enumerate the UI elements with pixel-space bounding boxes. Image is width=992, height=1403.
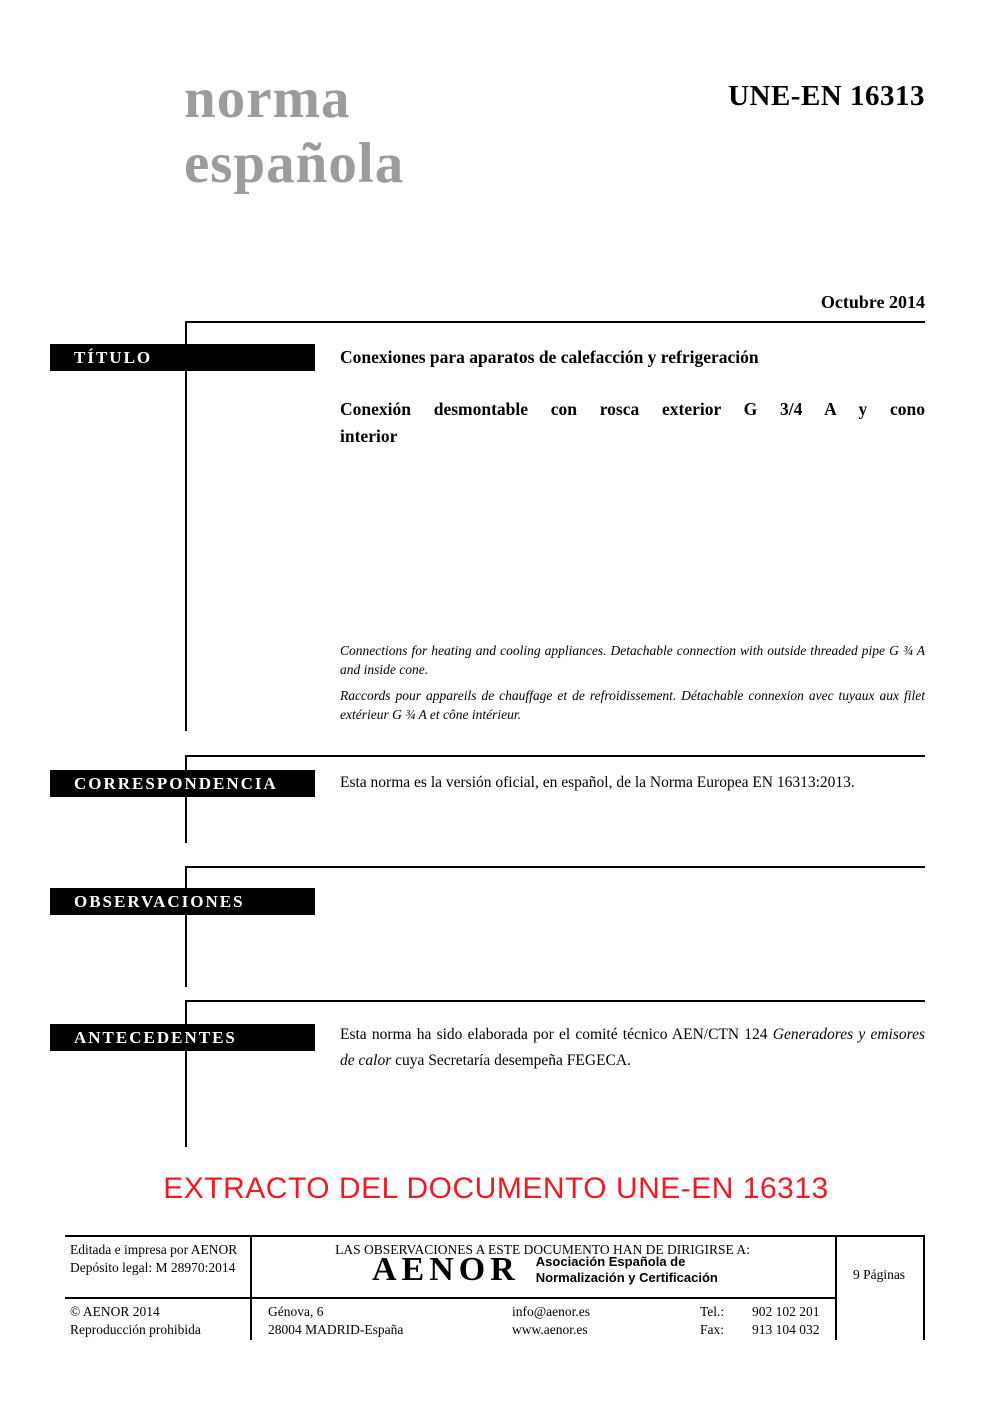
footer-copyright [70, 1303, 201, 1338]
footer-web-contact [512, 1303, 590, 1338]
footer-address-line-2: 28004 MADRID-España [268, 1321, 404, 1337]
footer-page-count: 9 Páginas [852, 1267, 906, 1282]
aenor-logo: AENOR [372, 1251, 520, 1288]
rule-titulo-top [185, 321, 925, 323]
rule-correspondencia-left [185, 755, 187, 843]
section-label-antecedentes [50, 1024, 315, 1051]
footer-tel-label: Tel.: [700, 1304, 725, 1319]
antecedentes-text [340, 1022, 925, 1074]
footer-publisher [70, 1241, 237, 1276]
document-date: Octubre 2014 [820, 292, 925, 312]
aenor-description-line-2: Normalización y Certificación [535, 1270, 718, 1285]
footer-address [268, 1303, 403, 1338]
footer-fax-number: 913 104 032 [752, 1321, 820, 1337]
logo-line-1: norma [184, 67, 351, 130]
rule-titulo-left [185, 321, 187, 731]
logo-line-2: española [184, 132, 405, 195]
footer-copyright-line-2: Reproducción prohibida [70, 1321, 201, 1337]
title-french-translation: Raccords pour appareils de chauffage et de refroidissement. Détachable connexion avec tuyaux aux filet extérieur G ¾ A et cône intérieur. [340, 688, 925, 722]
footer-phone-contact [700, 1303, 820, 1338]
footer-publisher-line-2: Depósito legal: M 28970:2014 [70, 1259, 236, 1275]
section-label-antecedentes-text: ANTECEDENTES [74, 1027, 237, 1047]
section-label-observaciones [50, 888, 315, 915]
footer-fax-label: Fax: [700, 1321, 725, 1337]
title-english-translation: Connections for heating and cooling appliances. Detachable connection with outside threaded pipe G ¾ A and inside cone. [340, 643, 925, 677]
aenor-logo-block [372, 1251, 718, 1289]
norma-espanola-logo [184, 66, 404, 196]
rule-antecedentes-left [185, 1000, 187, 1147]
extract-notice: EXTRACTO DEL DOCUMENTO UNE-EN 16313 [163, 1172, 829, 1205]
footer-publisher-line-1: Editada e impresa por AENOR [70, 1242, 238, 1257]
section-label-titulo-text: TÍTULO [74, 347, 153, 367]
section-label-correspondencia [50, 770, 315, 797]
footer-rule-vertical-pages-right [923, 1235, 925, 1340]
rule-correspondencia-top [185, 755, 925, 757]
antecedentes-part-3: cuya Secretaría desempeña FEGECA. [391, 1052, 631, 1069]
footer-rule-middle [65, 1297, 835, 1299]
footer-address-line-1: Génova, 6 [268, 1304, 324, 1319]
footer-website: www.aenor.es [512, 1321, 588, 1337]
antecedentes-part-1: Esta norma ha sido elaborada por el comité técnico AEN/CTN 124 [340, 1026, 773, 1043]
document-title: Conexiones para aparatos de calefacción y refrigeración [340, 347, 759, 367]
document-subtitle [340, 396, 925, 450]
footer-observations-notice: LAS OBSERVACIONES A ESTE DOCUMENTO HAN DE DIRIGIRSE A: [335, 1242, 750, 1257]
rule-antecedentes-top [185, 1000, 925, 1002]
section-label-titulo [50, 344, 315, 371]
footer-tel-number: 902 102 201 [752, 1304, 820, 1319]
correspondencia-text: Esta norma es la versión oficial, en español, de la Norma Europea EN 16313:2013. [340, 774, 855, 791]
document-subtitle-line-2: interior [340, 426, 398, 446]
section-label-observaciones-text: OBSERVACIONES [74, 891, 245, 911]
aenor-description [536, 1254, 718, 1286]
footer-rule-top [65, 1235, 925, 1237]
footer-email: info@aenor.es [512, 1304, 591, 1319]
rule-observaciones-top [185, 866, 925, 868]
document-code: UNE-EN 16313 [728, 80, 925, 112]
document-subtitle-line-1: Conexión desmontable con rosca exterior G 3/4 A y cono [340, 399, 925, 419]
aenor-description-line-1: Asociación Española de [535, 1254, 686, 1269]
section-label-correspondencia-text: CORRESPONDENCIA [74, 773, 278, 793]
antecedentes-committee-name: Generadores y emisores de calor [340, 1026, 926, 1069]
footer-rule-vertical-pages-left [835, 1235, 837, 1340]
footer-copyright-line-1: © AENOR 2014 [70, 1304, 160, 1319]
rule-observaciones-left [185, 866, 187, 987]
